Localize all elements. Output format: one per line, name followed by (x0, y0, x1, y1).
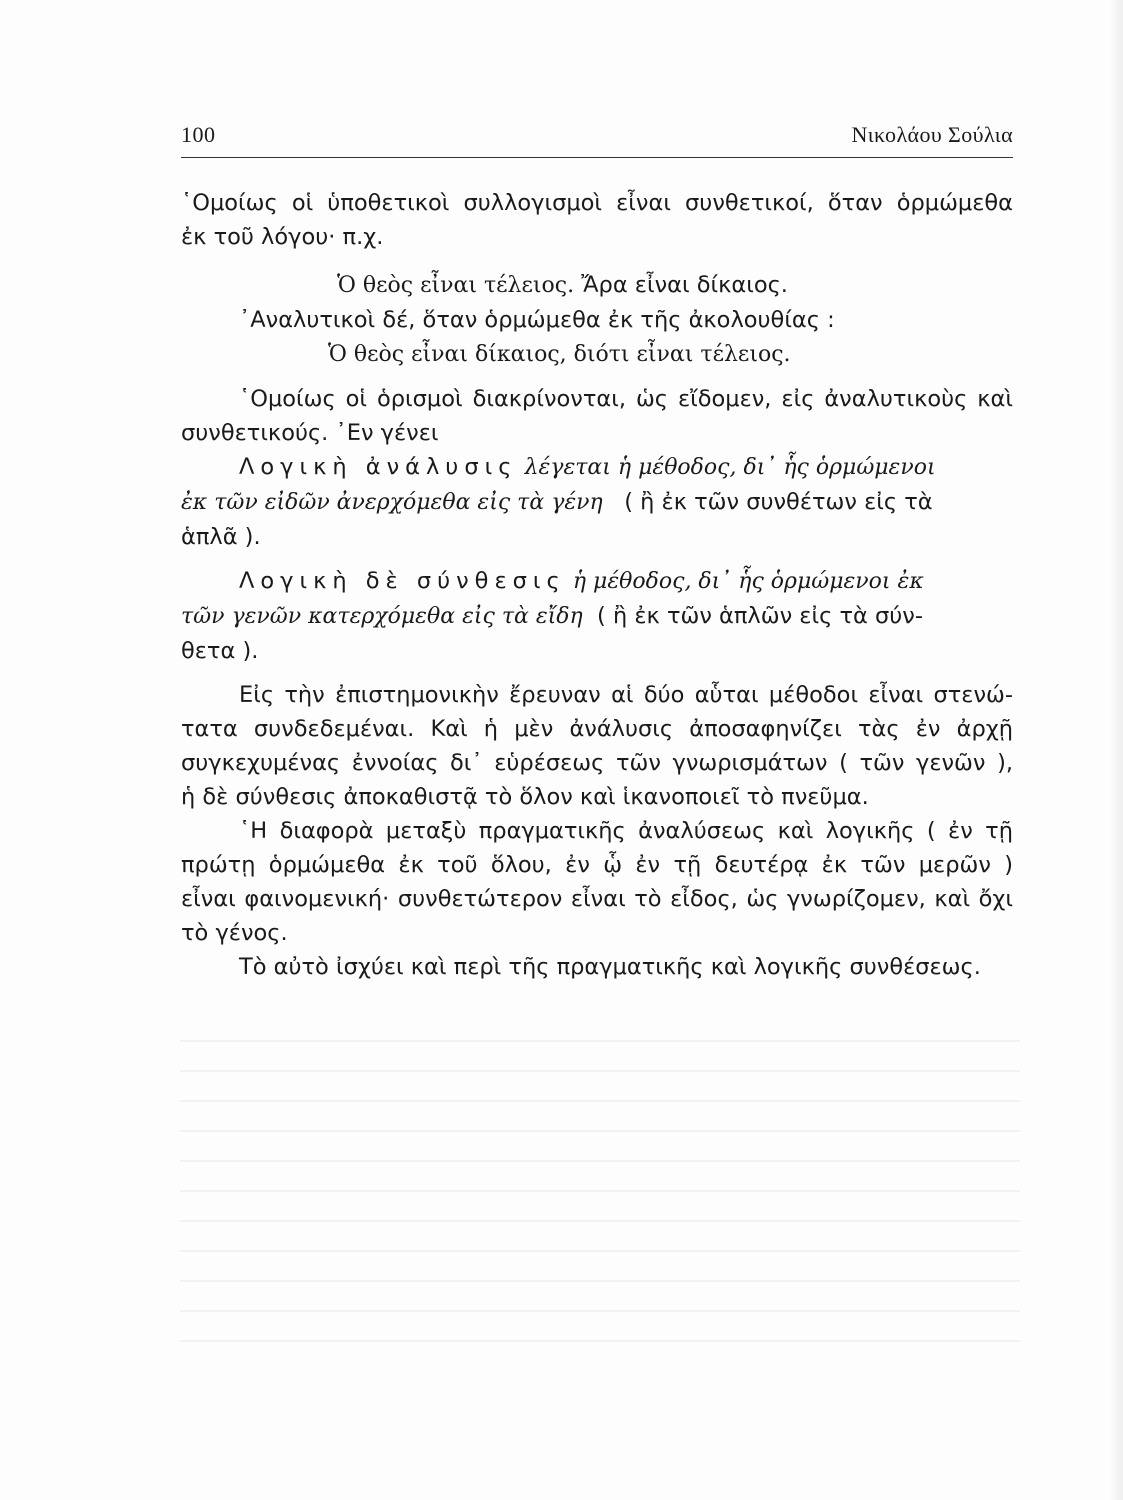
text-line: ῾Ομοίως οἱ ὑποθετικοὶ συλλογισμοὶ εἶναι συνθετικοί, ὅταν ὁρμώμεθα (181, 190, 1013, 216)
definition-line (181, 485, 1013, 520)
text-line: ἐκ τοῦ λόγου· π.χ. (181, 224, 384, 250)
example-line (181, 337, 1013, 372)
definition-line (181, 599, 1013, 634)
running-head: Νικολάου Σούλια (851, 122, 1013, 147)
example-conclusion: Ἄρα εἶναι δίκαιος. (581, 272, 788, 298)
example-premise: Ὁ θεὸς εἶναι τέλειος. (337, 273, 575, 298)
text-line: συγκεχυμένας ἐννοίας δι᾿ εὑρέσεως τῶν γνωρισμάτων ( τῶν γενῶν ), (181, 750, 1013, 776)
text-line: θετα ). (181, 638, 259, 664)
text-line: ῾Η διαφορὰ μεταξὺ πραγματικῆς ἀναλύσεως καὶ λογικῆς ( ἐν τῇ (239, 818, 1013, 844)
bleed-through-text (180, 1040, 1020, 1370)
text-line: ἁπλᾶ ). (181, 524, 261, 550)
text-line: ῾Ομοίως οἱ ὁρισμοὶ διακρίνονται, ὡς εἴδομεν, εἰς ἀναλυτικοὺς καὶ (239, 386, 1013, 412)
page-header (181, 122, 1013, 158)
text-line: ἡ δὲ σύνθεσις ἀποκαθιστᾷ τὸ ὅλον καὶ ἱκανοποιεῖ τὸ πνεῦμα. (181, 784, 869, 810)
text-line: εἶναι φαινομενική· συνθετώτερον εἶναι τὸ εἶδος, ὡς γνωρίζομεν, καὶ ὄχι (181, 886, 1013, 912)
text-line: συνθετικούς. ᾿Εν γένει (181, 420, 439, 446)
text-line: ᾿Αναλυτικοὶ δέ, ὅταν ὁρμώμεθα ἐκ τῆς ἀκολουθίας : (239, 307, 835, 333)
definition-aside: ( ἢ ἐκ τῶν συνθέτων εἰς τὰ (624, 489, 933, 515)
text-line: τατα συνδεδεμέναι. Καὶ ἡ μὲν ἀνάλυσις ἀποσαφηνίζει τὰς ἐν ἀρχῇ (181, 716, 1013, 742)
page-body (181, 186, 1013, 984)
text-line: πρώτῃ ὁρμώμεθα ἐκ τοῦ ὅλου, ἐν ᾧ ἐν τῇ δευτέρᾳ ἐκ τῶν μερῶν ) (181, 852, 1013, 878)
definition-line (181, 450, 1013, 485)
text-line: Εἰς τὴν ἐπιστημονικὴν ἔρευναν αἱ δύο αὗται μέθοδοι εἶναι στενώ- (239, 682, 1013, 708)
definition-text: ἡ μέθοδος, δι᾿ ἧς ὁρμώμενοι ἐκ (572, 569, 924, 594)
definition-text: τῶν γενῶν κατερχόμεθα εἰς τὰ εἴδη (181, 604, 583, 629)
definition-text: λέγεται ἡ μέθοδος, δι᾿ ἧς ὁρμώμενοι (524, 455, 936, 480)
text-line: τὸ γένος. (181, 920, 288, 946)
term-logical-synthesis: Λογικὴ δὲ σύνθεσις (239, 568, 566, 594)
definition-line (181, 564, 1013, 599)
page-number: 100 (181, 122, 216, 147)
definition-aside: ( ἢ ἐκ τῶν ἁπλῶν εἰς τὰ σύν- (597, 603, 923, 629)
example-line (181, 268, 1013, 303)
text-line: Τὸ αὐτὸ ἰσχύει καὶ περὶ τῆς πραγματικῆς καὶ λογικῆς συνθέσεως. (239, 954, 981, 980)
definition-text: ἐκ τῶν εἰδῶν ἀνερχόμεθα εἰς τὰ γένη (181, 490, 603, 515)
example-analytic: Ὁ θεὸς εἶναι δίκαιος, διότι εἶναι τέλειος. (328, 342, 791, 367)
term-logical-analysis: Λογικὴ ἀνάλυσις (239, 454, 518, 480)
header-rule (181, 157, 1013, 158)
